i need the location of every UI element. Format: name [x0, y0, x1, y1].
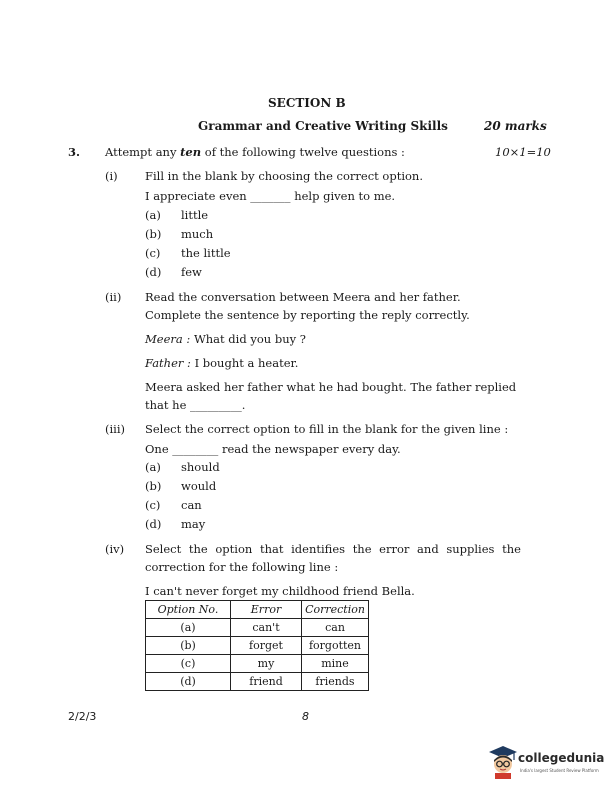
- subquestion-line: I appreciate even _______ help given to me.: [145, 189, 396, 203]
- option-label: (b): [145, 227, 162, 241]
- subquestion-line: Read the conversation between Meera and her father.: [145, 290, 461, 304]
- subquestion-line: correction for the following line :: [145, 560, 339, 574]
- option-label: (d): [145, 517, 162, 531]
- error-sentence: I can't never forget my childhood friend Bella.: [145, 584, 415, 598]
- table-cell: (b): [146, 637, 231, 655]
- report-line: that he _________.: [145, 398, 246, 412]
- option-label: (a): [145, 460, 161, 474]
- table-header-error: Error: [231, 601, 302, 619]
- table-row: [146, 619, 369, 637]
- error-correction-table: [145, 600, 369, 691]
- subquestion-number: (i): [105, 169, 118, 183]
- table-cell: friends: [302, 673, 369, 691]
- page-number: 8: [302, 710, 309, 723]
- subquestion-line: Select the option that identifies the error and supplies the: [145, 542, 521, 556]
- option-text: few: [181, 265, 202, 279]
- table-row: [146, 673, 369, 691]
- report-line: Meera asked her father what he had bought. The father replied: [145, 380, 517, 394]
- table-cell: can: [302, 619, 369, 637]
- table-cell: forget: [231, 637, 302, 655]
- table-cell: friend: [231, 673, 302, 691]
- section-marks: 20 marks: [484, 119, 547, 133]
- option-label: (c): [145, 246, 161, 260]
- section-title: SECTION B: [268, 96, 346, 110]
- table-cell: my: [231, 655, 302, 673]
- option-label: (c): [145, 498, 161, 512]
- dialogue-line-meera: Meera : What did you buy ?: [145, 332, 306, 346]
- question-number: 3.: [68, 145, 81, 159]
- table-cell: mine: [302, 655, 369, 673]
- table-cell: (d): [146, 673, 231, 691]
- paper-code: 2/2/3: [68, 710, 97, 723]
- table-cell: (c): [146, 655, 231, 673]
- option-text: would: [181, 479, 217, 493]
- question-instruction: Attempt any ten of the following twelve questions :: [105, 145, 405, 159]
- option-label: (a): [145, 208, 161, 222]
- subquestion-line: Fill in the blank by choosing the correct option.: [145, 169, 423, 183]
- table-row: [146, 655, 369, 673]
- collegedunia-logo-icon: [488, 745, 518, 779]
- table-cell: forgotten: [302, 637, 369, 655]
- table-cell: (a): [146, 619, 231, 637]
- option-text: the little: [181, 246, 231, 260]
- option-text: can: [181, 498, 202, 512]
- table-header-row: [146, 601, 369, 619]
- watermark-tagline: India's largest Student Review Platform: [520, 768, 599, 773]
- subquestion-number: (iii): [105, 422, 126, 436]
- option-text: little: [181, 208, 209, 222]
- subquestion-line: Select the correct option to fill in the blank for the given line :: [145, 422, 509, 436]
- subquestion-number: (ii): [105, 290, 122, 304]
- subquestion-line: Complete the sentence by reporting the reply correctly.: [145, 308, 470, 322]
- question-marks: 10×1=10: [495, 145, 551, 159]
- subquestion-number: (iv): [105, 542, 125, 556]
- table-cell: can't: [231, 619, 302, 637]
- table-row: [146, 637, 369, 655]
- table-header-correction: Correction: [302, 601, 369, 619]
- option-label: (d): [145, 265, 162, 279]
- option-text: should: [181, 460, 220, 474]
- option-text: much: [181, 227, 214, 241]
- dialogue-line-father: Father : I bought a heater.: [145, 356, 299, 370]
- option-label: (b): [145, 479, 162, 493]
- option-text: may: [181, 517, 206, 531]
- subquestion-line: One ________ read the newspaper every day.: [145, 442, 401, 456]
- table-header-option: Option No.: [146, 601, 231, 619]
- watermark-brand: collegedunia: [518, 751, 605, 765]
- section-subtitle: Grammar and Creative Writing Skills: [198, 119, 448, 133]
